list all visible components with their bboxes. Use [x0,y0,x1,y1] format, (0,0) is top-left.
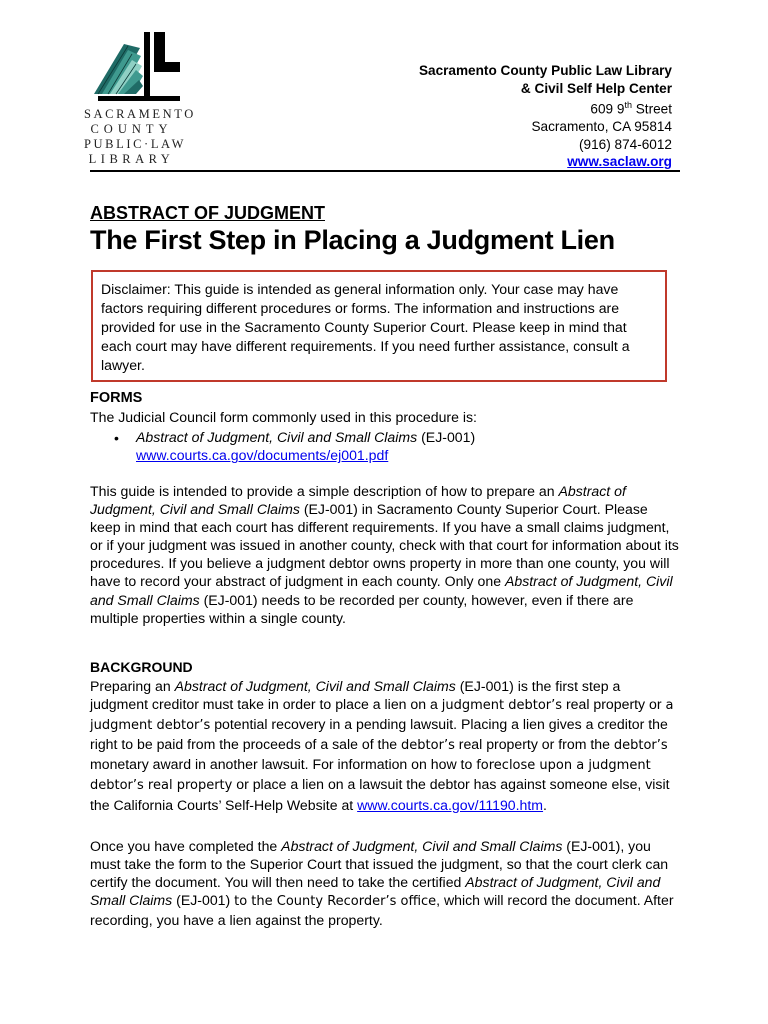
disclaimer-box: Disclaimer: This guide is intended as general information only. Your case may have factors requiring different procedures or forms. The information and instructions are provided for use in the Sacramento County Superior Court. Please keep in mind that each court may have different requirements. If you need further assistance, consult a lawyer. [91,270,667,382]
website-link[interactable]: www.saclaw.org [567,154,672,170]
guide-paragraph: This guide is intended to provide a simple description of how to prepare an Abstract of Judgment, Civil and Small Claims (EJ-001) in Sacramento County Superior Court. Please keep in mind that each court has different requirements. If you have a small claims judgment, or if your judgment was issued in another county, check with that court for information about its procedures. If you believe a judgment debtor owns property in more than one county, you will have to record your abstract of judgment in each county. Only one Abstract of Judgment, Civil and Small Claims (EJ-001) needs to be recorded per county, however, even if there are multiple properties within a single county. [90,483,679,626]
org-name: Sacramento County Public Law Library [418,63,672,78]
bullet-icon: • [114,430,119,446]
logo-line-2: COUNTY [90,122,173,136]
org-subname: & Civil Self Help Center [520,80,672,96]
logo-line-1: SACRAMENTO [84,107,196,121]
background-paragraph: Preparing an Abstract of Judgment, Civil and Small Claims (EJ-001) is the first step a judgment creditor must take in order to place a lien on a judgment debtor’s real property or a judgment debtor’s potential recovery in a pending lawsuit. Placing a lien gives a creditor the right to be paid from the proceeds of a sale of the debtor’s real property or from the debtor’s monetary award in another lawsuit. For information on how to foreclose upon a judgment debtor’s real property or place a lien on a lawsuit the debtor has against someone else, visit the California Courts’ Self-Help Website at www.courts.ca.gov/11190.htm. [90,678,674,813]
header-divider [90,170,680,172]
self-help-link[interactable]: www.courts.ca.gov/11190.htm [357,796,544,813]
street-address: 609 9th Street [590,100,672,117]
background-heading: BACKGROUND [90,659,193,675]
contact-block [419,62,672,171]
form-link[interactable]: www.courts.ca.gov/documents/ej001.pdf [136,447,389,464]
form-title: Abstract of Judgment, Civil and Small Claims [136,429,418,445]
city-state-zip: Sacramento, CA 95814 [531,119,672,135]
form-code: (EJ-001) [417,429,476,445]
forms-heading: FORMS [90,390,143,406]
completion-paragraph: Once you have completed the Abstract of Judgment, Civil and Small Claims (EJ-001), you must take the form to the Superior Court that issued the judgment, so that the court clerk can certify the document. You will then need to take the certified Abstract of Judgment, Civil and Small Claims (EJ-001) to the County Recorder’s office, which will record the document. After recording, you have a lien against the property. [90,838,674,929]
phone-number: (916) 874-6012 [579,136,672,152]
forms-intro: The Judicial Council form commonly used in this procedure is: [90,409,477,425]
document-title: The First Step in Placing a Judgment Lien [90,225,615,255]
form-list-item [136,428,676,464]
logo-line-4: LIBRARY [88,152,175,166]
document-kicker: ABSTRACT OF JUDGMENT [90,203,325,223]
logo-line-3: PUBLIC·LAW [84,137,187,151]
